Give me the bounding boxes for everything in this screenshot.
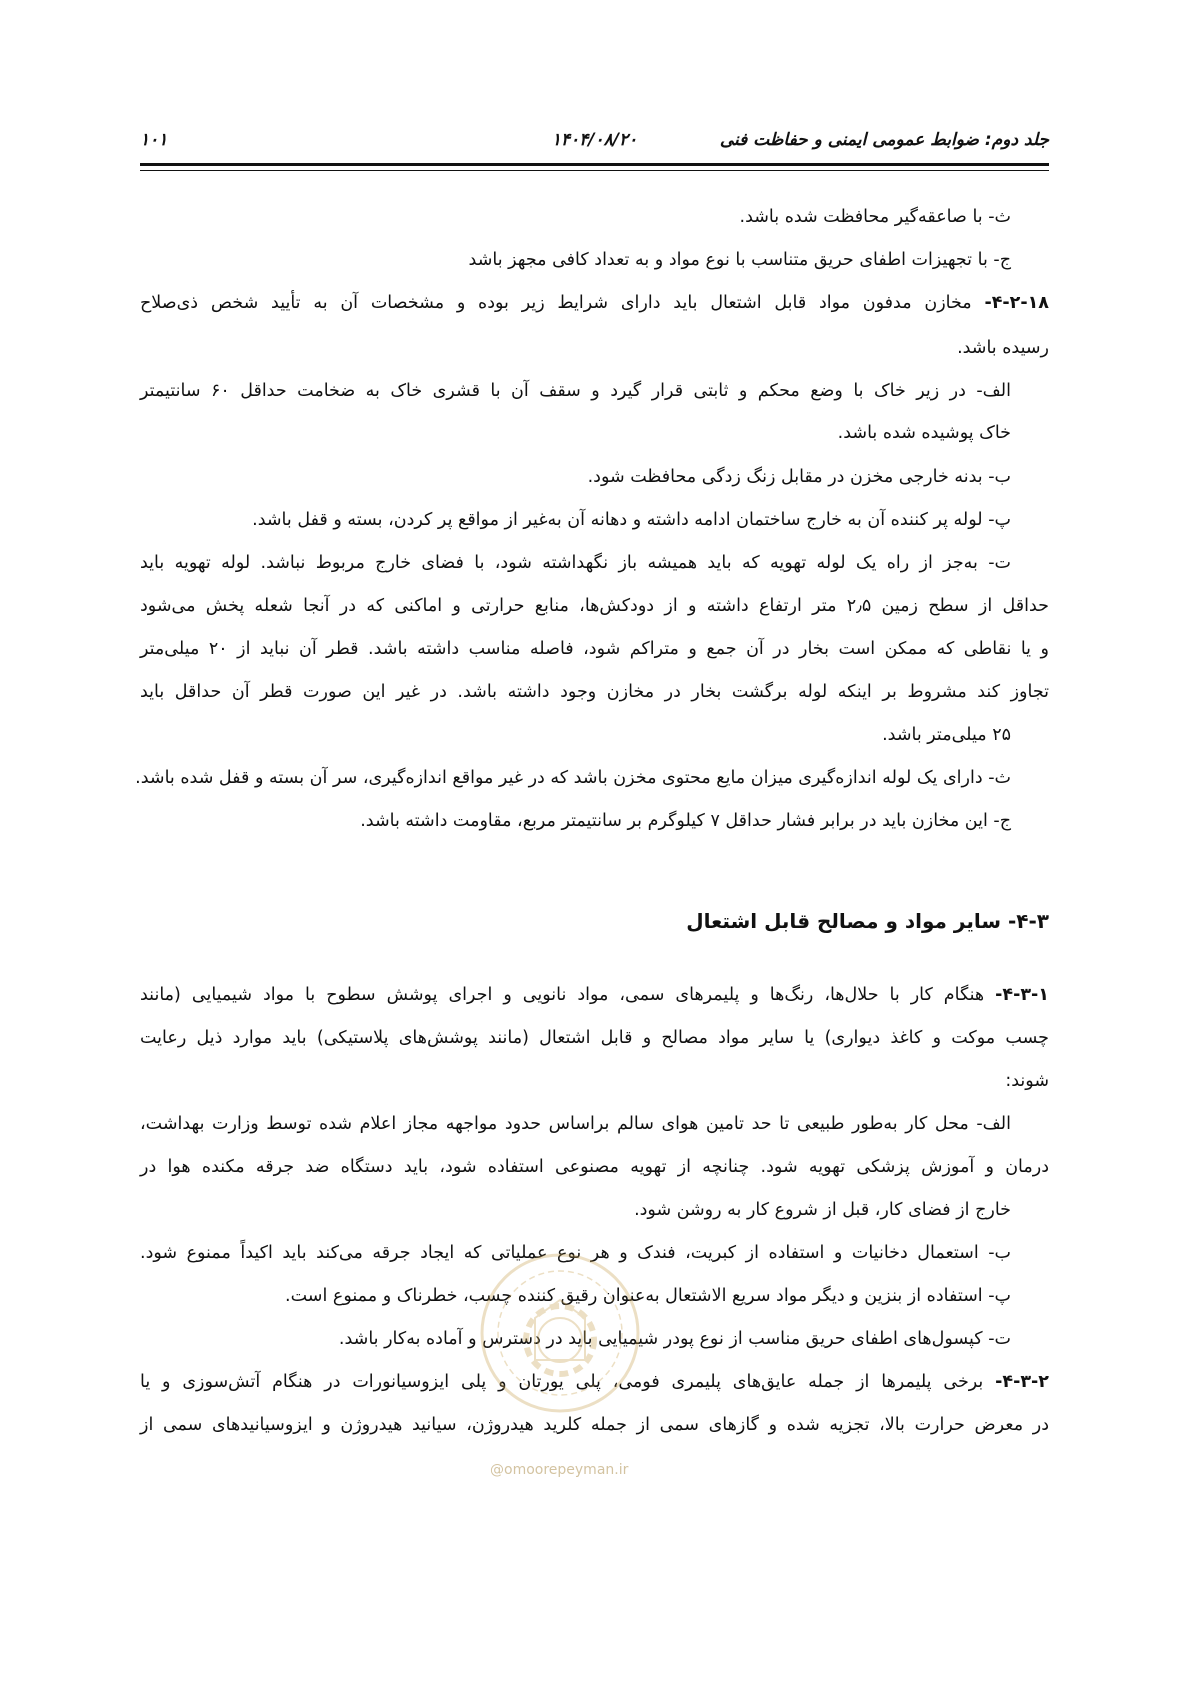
header-date: ۱۴۰۴/۰۸/۲۰	[551, 130, 638, 150]
list-item: ث- دارای یک لوله اندازه‌گیری میزان مایع محتوی مخزن باشد که در غیر مواقع اندازه‌گیری، سر آن بسته و قفل شده باشد.	[135, 768, 1011, 788]
list-item: الف- محل کار به‌طور طبیعی تا حد تامین هوای سالم براساس حدود مواجهه مجاز اعلام شده توسط وزارت بهداشت،	[140, 1114, 1011, 1134]
list-item: ج- با تجهیزات اطفای حریق متناسب با نوع مواد و به تعداد کافی مجهز باشد	[468, 250, 1011, 270]
list-item: ب- بدنه خارجی مخزن در مقابل زنگ زدگی محافظت شود.	[587, 467, 1011, 487]
paragraph-line: حداقل از سطح زمین ۲٫۵ متر ارتفاع داشته و از دودکش‌ها، منابع حرارتی و اماکنی که در آنجا شعله پخش می‌شود	[140, 596, 1049, 616]
paragraph-line: تجاوز کند مشروط بر اینکه لوله برگشت بخار در مخازن وجود داشته باشد. در غیر این صورت قطر آن حداقل باید	[140, 682, 1049, 702]
page-number: ۱۰۱	[140, 130, 168, 150]
paragraph-line: در معرض حرارت بالا، تجزیه شده و گازهای سمی از جمله کلرید هیدروژن، سیانید هیدروژن و ایزوسیانیدهای سمی از	[140, 1415, 1049, 1435]
list-item: ج- این مخازن باید در برابر فشار حداقل ۷ کیلوگرم بر سانتیمتر مربع، مقاومت داشته باشد.	[360, 811, 1011, 831]
list-item: الف- در زیر خاک با وضع محکم و ثابتی قرار گیرد و سقف آن با قشری خاک به ضخامت حداقل ۶۰ سانتیمتر	[140, 381, 1011, 401]
list-item: ب- استعمال دخانیات و استفاده از کبریت، فندک و هر نوع عملیاتی که ایجاد جرقه می‌کند باید اکیداً ممنوع شود.	[140, 1243, 1011, 1263]
watermark-seal-icon	[475, 1248, 645, 1438]
list-item: ت- کپسول‌های اطفای حریق مناسب از نوع پودر شیمیایی باید در دسترس و آماده به‌کار باشد.	[338, 1329, 1011, 1349]
section-heading: ۴-۳- سایر مواد و مصالح قابل اشتعال	[686, 909, 1049, 933]
clause-number: ۴-۲-۱۸-	[984, 293, 1049, 313]
paragraph-line: رسیده باشد.	[957, 338, 1049, 358]
paragraph-line: شوند:	[1005, 1071, 1049, 1091]
clause-number: ۴-۳-۱-	[995, 985, 1049, 1005]
list-item: ث- با صاعقه‌گیر محافظت شده باشد.	[739, 207, 1011, 227]
paragraph-line: و یا نقاطی که ممکن است بخار در آن جمع و متراکم شود، فاصله مناسب داشته باشد. قطر آن نباید از ۲۰ میلی‌متر	[140, 639, 1049, 659]
paragraph-line: درمان و آموزش پزشکی تهویه شود. چنانچه از تهویه مصنوعی استفاده شود، باید دستگاه ضد جرقه مکنده هوا در	[140, 1157, 1049, 1177]
clause-text: برخی پلیمرها از جمله عایق‌های پلیمری فومی، پلی یورتان و پلی ایزوسیانورات در هنگام آتش‌سوزی و یا	[140, 1372, 984, 1392]
clause-paragraph	[140, 288, 1049, 318]
clause-text: هنگام کار با حلال‌ها، رنگ‌ها و پلیمرهای سمی، مواد نانویی و اجرای پوشش سطوح با مواد شیمیایی (مانند	[140, 985, 985, 1005]
list-item: پ- استفاده از بنزین و دیگر مواد سریع الاشتعال به‌عنوان رقیق کننده چسب، خطرناک و ممنوع است.	[285, 1286, 1011, 1306]
paragraph-line: ۲۵ میلی‌متر باشد.	[882, 725, 1011, 745]
header-title: جلد دوم: ضوابط عمومی ایمنی و حفاظت فنی	[719, 130, 1049, 150]
list-item: پ- لوله پر کننده آن به خارج ساختمان ادامه داشته و دهانه آن به‌غیر از مواقع پر کردن، بسته و قفل باشد.	[252, 510, 1011, 530]
clause-paragraph	[140, 980, 1049, 1010]
watermark-site: @omoorepeyman.ir	[490, 1462, 629, 1478]
header-rule-thin	[140, 170, 1049, 171]
clause-text: مخازن مدفون مواد قابل اشتعال باید دارای شرایط زیر بوده و مشخصات آن به تأیید شخص ذی‌صلاح	[140, 293, 972, 313]
clause-number: ۴-۳-۲-	[995, 1372, 1049, 1392]
paragraph-line: خارج از فضای کار، قبل از شروع کار به روشن شود.	[634, 1200, 1011, 1220]
paragraph-line: چسب موکت و کاغذ دیواری) یا سایر مواد مصالح و قابل اشتعال (مانند پوشش‌های پلاستیکی) باید موارد ذیل رعایت	[140, 1028, 1049, 1048]
page-header	[140, 130, 1049, 162]
paragraph-line: خاک پوشیده شده باشد.	[837, 423, 1011, 443]
header-rule-thick	[140, 163, 1049, 166]
list-item: ت- به‌جز از راه یک لوله تهویه که باید همیشه باز نگهداشته شود، با فضای خارج مربوط نباشد. لوله تهویه باید	[140, 553, 1011, 573]
